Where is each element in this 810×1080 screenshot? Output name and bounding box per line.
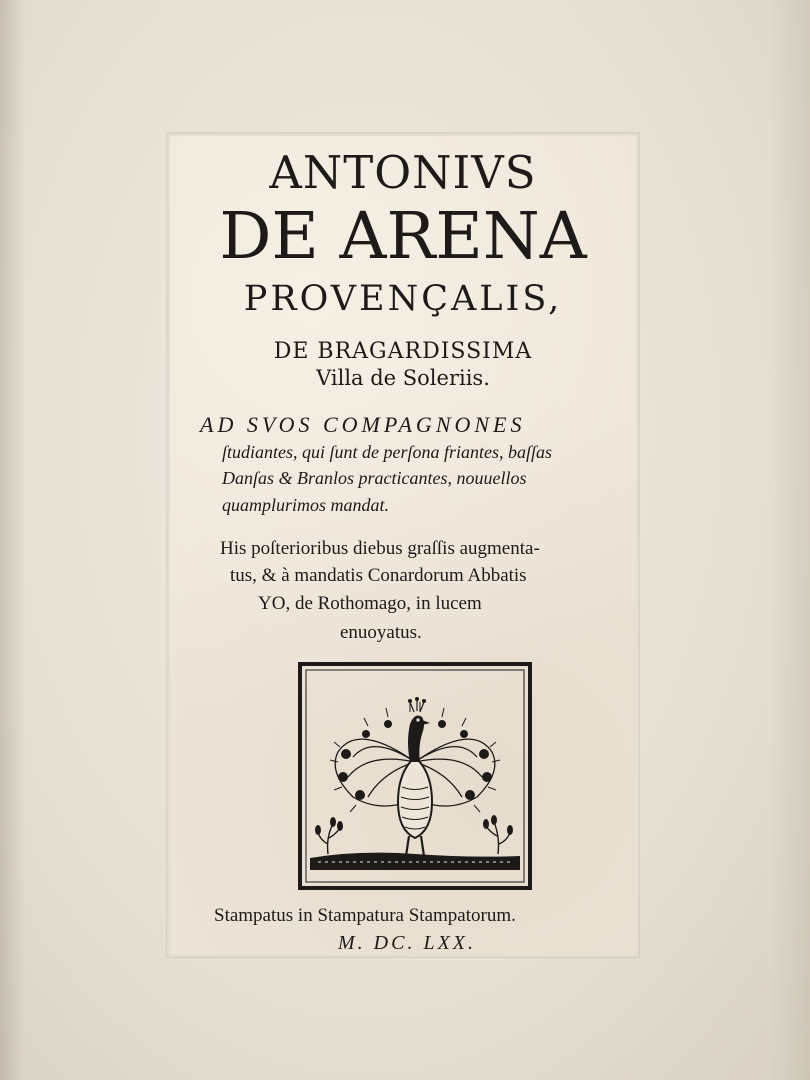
- peacock-woodcut-icon: [298, 662, 532, 890]
- notice-line-4: enuoyatus.: [340, 622, 422, 643]
- dedication-line-3: Danſas & Branlos practicantes, nouuellos: [222, 468, 527, 488]
- subtitle-line-2: Villa de Soleriis.: [316, 366, 490, 390]
- page-edge-shadow: [770, 0, 810, 1080]
- title-page: [170, 136, 636, 954]
- book-gutter-shadow: [0, 0, 26, 1080]
- author-origin: PROVENÇALIS,: [243, 279, 563, 319]
- imprint-date: M. DC. LXX.: [338, 932, 476, 954]
- dedication-line-4: quamplurimos mandat.: [222, 495, 390, 515]
- author-surname: DE ARENA: [219, 199, 587, 274]
- notice-line-3: YO, de Rothomago, in lucem: [258, 593, 482, 614]
- author-first-name: ANTONIVS: [269, 146, 537, 199]
- imprint-line: Stampatus in Stampatura Stampatorum.: [214, 905, 516, 926]
- subtitle-line-1: DE BRAGARDISSIMA: [273, 339, 533, 364]
- dedication-line-2: ſtudiantes, qui ſunt de perſona friantes, baſſas: [222, 442, 552, 462]
- dedication-heading: AD SVOS COMPAGNONES: [200, 412, 526, 437]
- notice-line-2: tus, & à mandatis Conardorum Abbatis: [230, 565, 527, 586]
- notice-line-1: His poſterioribus diebus graſſis augmenta-: [220, 538, 540, 559]
